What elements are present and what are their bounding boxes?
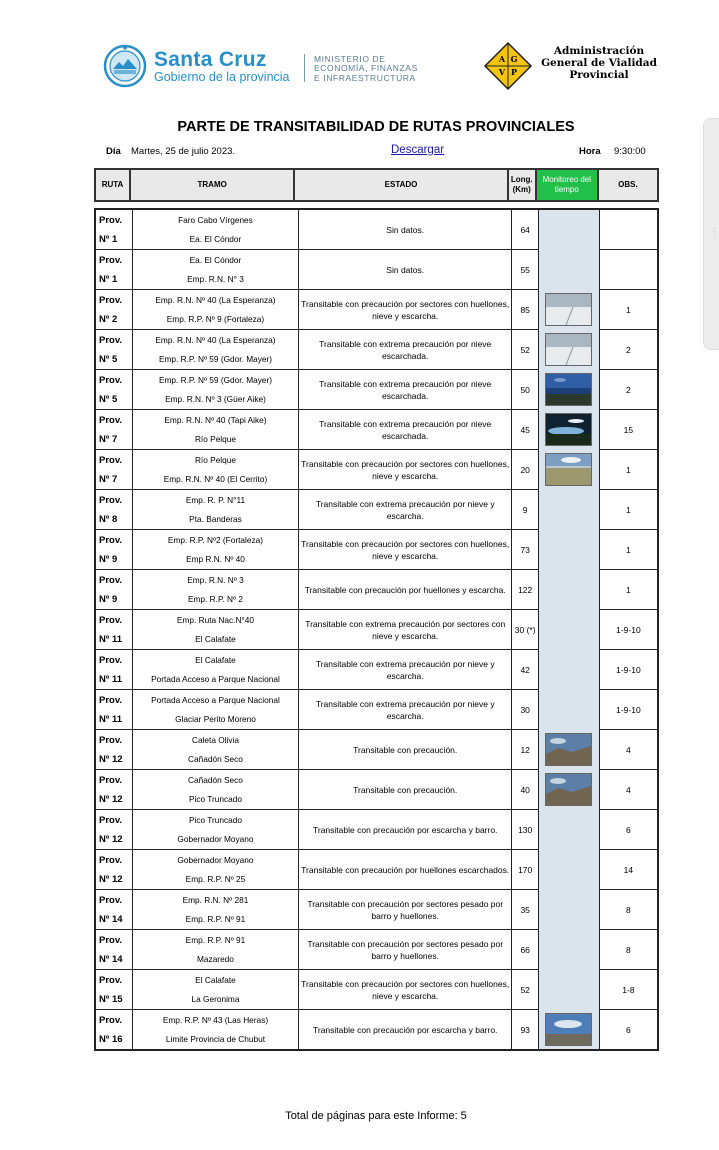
- ruta-number: Nº 7: [99, 433, 118, 445]
- monitoreo-cell: [539, 490, 600, 530]
- obs-cell: [599, 250, 658, 290]
- long-cell: 50: [512, 370, 539, 410]
- tramo-from: Emp. Ruta Nac.N°40: [176, 614, 255, 625]
- obs-cell: 6: [599, 810, 658, 850]
- tramo-cell: [132, 250, 298, 290]
- tramo-cell: [132, 490, 298, 530]
- long-cell: 130: [512, 810, 539, 850]
- route-row: [95, 490, 658, 530]
- ministry-label: MINISTERIO DE ECONOMÍA, FINANZAS E INFRAESTRUCTURA: [314, 54, 418, 83]
- monitoreo-cell: [539, 970, 600, 1010]
- long-cell: 12: [512, 730, 539, 770]
- estado-cell: Transitable con precaución.: [299, 770, 512, 810]
- day-label: Día: [106, 146, 121, 157]
- monitoreo-cell: [539, 209, 600, 250]
- obs-cell: 1-9-10: [599, 610, 658, 650]
- tramo-from: Emp. R.P. Nº2 (Fortaleza): [167, 534, 264, 545]
- ruta-number: Nº 2: [99, 313, 118, 325]
- tramo-to: Gobernador Moyano: [177, 833, 254, 844]
- weather-camera-thumbnail[interactable]: [545, 453, 592, 486]
- tramo-from: Ea. El Cóndor: [189, 254, 242, 265]
- weather-camera-thumbnail[interactable]: [545, 293, 592, 326]
- ruta-prov: Prov.: [99, 1014, 123, 1026]
- tramo-from: Río Pelque: [194, 454, 236, 465]
- tramo-from: Emp. R.N. Nº 281: [182, 894, 249, 905]
- estado-cell: Transitable con precaución por sectores con huellones, nieve y escarcha.: [299, 450, 512, 490]
- route-row: [95, 970, 658, 1010]
- weather-camera-thumbnail[interactable]: [545, 773, 592, 806]
- obs-cell: [599, 209, 658, 250]
- col-ruta: RUTA: [95, 169, 130, 201]
- tramo-from: Portada Acceso a Parque Nacional: [151, 694, 280, 705]
- tramo-cell: [132, 650, 298, 690]
- ruta-cell: [95, 850, 132, 890]
- ruta-cell: [95, 810, 132, 850]
- long-cell: 42: [512, 650, 539, 690]
- route-row: [95, 850, 658, 890]
- route-row: [95, 209, 658, 250]
- obs-cell: 2: [599, 330, 658, 370]
- table-header: [94, 168, 659, 202]
- ruta-prov: Prov.: [99, 254, 123, 266]
- tramo-cell: [132, 610, 298, 650]
- ruta-number: Nº 9: [99, 553, 118, 565]
- monitoreo-cell: [539, 770, 600, 810]
- ruta-number: Nº 12: [99, 793, 123, 805]
- route-row: [95, 450, 658, 490]
- long-cell: 20: [512, 450, 539, 490]
- long-cell: 85: [512, 290, 539, 330]
- ruta-cell: [95, 1010, 132, 1051]
- estado-cell: Transitable con precaución por escarcha y barro.: [299, 1010, 512, 1051]
- tramo-to: Emp. R.N. Nº 40 (El Cerrito): [163, 473, 268, 484]
- tramo-from: Faro Cabo Vírgenes: [178, 214, 253, 225]
- monitoreo-cell: [539, 530, 600, 570]
- ruta-cell: [95, 330, 132, 370]
- col-tramo: TRAMO: [130, 169, 294, 201]
- tramo-cell: [132, 290, 298, 330]
- ruta-number: Nº 9: [99, 593, 118, 605]
- ruta-prov: Prov.: [99, 934, 123, 946]
- ruta-cell: [95, 690, 132, 730]
- ruta-prov: Prov.: [99, 414, 123, 426]
- estado-cell: Transitable con extrema precaución por sectores con nieve y escarcha.: [299, 610, 512, 650]
- ruta-number: Nº 11: [99, 713, 123, 725]
- estado-cell: Transitable con extrema precaución por nieve escarchada.: [299, 370, 512, 410]
- obs-cell: 1: [599, 290, 658, 330]
- ruta-prov: Prov.: [99, 734, 123, 746]
- obs-cell: 8: [599, 890, 658, 930]
- obs-cell: 1: [599, 530, 658, 570]
- estado-cell: Transitable con precaución por sectores con huellones, nieve y escarcha.: [299, 970, 512, 1010]
- long-cell: 93: [512, 1010, 539, 1051]
- ruta-prov: Prov.: [99, 814, 123, 826]
- tramo-cell: [132, 850, 298, 890]
- tramo-to: Río Pelque: [194, 433, 236, 444]
- tramo-to: Cañadón Seco: [188, 753, 243, 764]
- tramo-from: Pico Truncado: [188, 814, 242, 825]
- ruta-prov: Prov.: [99, 654, 123, 666]
- tramo-to: Emp. R.N. Nº 3 (Güer Aike): [165, 393, 266, 404]
- ruta-cell: [95, 610, 132, 650]
- ruta-number: Nº 12: [99, 753, 123, 765]
- ruta-cell: [95, 530, 132, 570]
- routes-table: [94, 208, 659, 1051]
- ruta-prov: Prov.: [99, 494, 123, 506]
- long-cell: 122: [512, 570, 539, 610]
- tramo-to: Limite Provincia de Chubut: [165, 1033, 266, 1044]
- long-cell: 52: [512, 970, 539, 1010]
- tramo-to: Emp. R.P. Nº 2: [187, 593, 243, 604]
- ruta-prov: Prov.: [99, 294, 123, 306]
- col-obs: OBS.: [598, 169, 658, 201]
- monitoreo-cell: [539, 370, 600, 410]
- ruta-prov: Prov.: [99, 894, 123, 906]
- tramo-cell: [132, 570, 298, 610]
- svg-text:V: V: [498, 67, 506, 77]
- monitoreo-cell: [539, 450, 600, 490]
- obs-cell: 1: [599, 450, 658, 490]
- col-estado: ESTADO: [294, 169, 507, 201]
- estado-cell: Transitable con extrema precaución por nieve escarchada.: [299, 330, 512, 370]
- side-scroll-tab[interactable]: [703, 118, 719, 350]
- route-row: [95, 410, 658, 450]
- col-long: Long. (Km): [508, 169, 536, 201]
- route-row: [95, 290, 658, 330]
- ruta-prov: Prov.: [99, 534, 123, 546]
- report-date: Martes, 25 de julio 2023.: [131, 146, 236, 157]
- tramo-to: Emp. R.P. Nº 25: [185, 873, 246, 884]
- tramo-cell: [132, 370, 298, 410]
- route-row: [95, 570, 658, 610]
- tramo-cell: [132, 770, 298, 810]
- route-row: [95, 1010, 658, 1051]
- ruta-cell: [95, 410, 132, 450]
- tramo-cell: [132, 330, 298, 370]
- tramo-from: Emp. R.P. Nº 59 (Gdor. Mayer): [158, 374, 273, 385]
- weather-camera-thumbnail[interactable]: [545, 333, 592, 366]
- ruta-prov: Prov.: [99, 694, 123, 706]
- weather-camera-thumbnail[interactable]: [545, 413, 592, 446]
- agvp-title: Administración General de Vialidad Provincial: [541, 45, 657, 81]
- route-row: [95, 930, 658, 970]
- tramo-to: Pico Truncado: [188, 793, 242, 804]
- monitoreo-cell: [539, 890, 600, 930]
- route-row: [95, 690, 658, 730]
- tramo-to: La Geronima: [191, 993, 240, 1004]
- weather-camera-thumbnail[interactable]: [545, 733, 592, 766]
- estado-cell: Transitable con extrema precaución por nieve y escarcha.: [299, 690, 512, 730]
- route-row: [95, 370, 658, 410]
- ruta-cell: [95, 290, 132, 330]
- obs-cell: 1-8: [599, 970, 658, 1010]
- long-cell: 52: [512, 330, 539, 370]
- svg-text:G: G: [510, 54, 518, 64]
- estado-cell: Transitable con precaución por sectores con huellones, nieve y escarcha.: [299, 290, 512, 330]
- tramo-from: Emp. R.N. Nº 40 (La Esperanza): [155, 334, 276, 345]
- tramo-cell: [132, 450, 298, 490]
- estado-cell: Transitable con extrema precaución por nieve escarchada.: [299, 410, 512, 450]
- obs-cell: 8: [599, 930, 658, 970]
- ruta-prov: Prov.: [99, 774, 123, 786]
- monitoreo-cell: [539, 410, 600, 450]
- weather-camera-thumbnail[interactable]: [545, 373, 592, 406]
- agvp-logo-icon: [483, 41, 533, 91]
- weather-camera-thumbnail[interactable]: [545, 1013, 592, 1046]
- ruta-cell: [95, 730, 132, 770]
- route-row: [95, 770, 658, 810]
- province-subtitle: Gobierno de la provincia: [154, 70, 290, 84]
- report-time: 9:30:00: [614, 146, 646, 157]
- tramo-cell: [132, 690, 298, 730]
- tramo-to: Portada Acceso a Parque Nacional: [151, 673, 280, 684]
- tramo-from: Emp. R.N. Nº 40 (La Esperanza): [155, 294, 276, 305]
- ruta-cell: [95, 970, 132, 1010]
- ruta-cell: [95, 250, 132, 290]
- long-cell: 30: [512, 690, 539, 730]
- tramo-cell: [132, 970, 298, 1010]
- ruta-cell: [95, 770, 132, 810]
- route-row: [95, 250, 658, 290]
- ruta-number: Nº 1: [99, 233, 118, 245]
- tramo-from: El Calafate: [195, 654, 236, 665]
- long-cell: 66: [512, 930, 539, 970]
- grip-icon: ⋮: [710, 227, 718, 236]
- long-cell: 73: [512, 530, 539, 570]
- long-cell: 30 (*): [512, 610, 539, 650]
- route-row: [95, 330, 658, 370]
- download-link[interactable]: Descargar: [391, 144, 445, 156]
- route-row: [95, 650, 658, 690]
- monitoreo-cell: [539, 610, 600, 650]
- ruta-prov: Prov.: [99, 214, 123, 226]
- monitoreo-cell: [539, 810, 600, 850]
- ruta-number: Nº 12: [99, 833, 123, 845]
- estado-cell: Transitable con precaución por huellones escarchados.: [299, 850, 512, 890]
- ruta-cell: [95, 450, 132, 490]
- ruta-prov: Prov.: [99, 614, 123, 626]
- estado-cell: Transitable con extrema precaución por nieve y escarcha.: [299, 490, 512, 530]
- tramo-to: Emp. R.P. Nº 91: [185, 913, 246, 924]
- obs-cell: 14: [599, 850, 658, 890]
- tramo-from: Emp. R.P. Nº 91: [185, 934, 246, 945]
- tramo-from: Caleta Olivia: [191, 734, 239, 745]
- report-title: PARTE DE TRANSITABILIDAD DE RUTAS PROVINCIALES: [177, 119, 575, 135]
- ruta-prov: Prov.: [99, 854, 123, 866]
- estado-cell: Sin datos.: [299, 250, 512, 290]
- tramo-cell: [132, 890, 298, 930]
- estado-cell: Transitable con precaución por huellones y escarcha.: [299, 570, 512, 610]
- page-count-footer: Total de páginas para este Informe: 5: [285, 1110, 467, 1122]
- estado-cell: Transitable con precaución por sectores pesado por barro y huellones.: [299, 930, 512, 970]
- obs-cell: 1-9-10: [599, 650, 658, 690]
- tramo-from: Emp. R. P. N°11: [185, 494, 246, 505]
- long-cell: 40: [512, 770, 539, 810]
- ruta-number: Nº 5: [99, 393, 118, 405]
- obs-cell: 6: [599, 1010, 658, 1051]
- monitoreo-cell: [539, 330, 600, 370]
- estado-cell: Transitable con precaución por sectores pesado por barro y huellones.: [299, 890, 512, 930]
- tramo-to: Emp R.N. Nº 40: [186, 553, 245, 564]
- obs-cell: 1: [599, 490, 658, 530]
- route-row: [95, 530, 658, 570]
- tramo-from: Cañadón Seco: [188, 774, 243, 785]
- monitoreo-cell: [539, 570, 600, 610]
- long-cell: 170: [512, 850, 539, 890]
- ruta-number: Nº 8: [99, 513, 118, 525]
- tramo-cell: [132, 930, 298, 970]
- monitoreo-cell: [539, 290, 600, 330]
- province-name: Santa Cruz: [154, 48, 267, 71]
- estado-cell: Transitable con extrema precaución por nieve y escarcha.: [299, 650, 512, 690]
- long-cell: 55: [512, 250, 539, 290]
- tramo-cell: [132, 530, 298, 570]
- tramo-from: Emp. R.P. Nº 43 (Las Heras): [162, 1014, 269, 1025]
- obs-cell: 15: [599, 410, 658, 450]
- tramo-from: Emp. R.N. Nº 3: [187, 574, 244, 585]
- ruta-number: Nº 11: [99, 673, 123, 685]
- header-divider: [304, 54, 305, 82]
- estado-cell: Transitable con precaución por escarcha y barro.: [299, 810, 512, 850]
- ruta-number: Nº 15: [99, 993, 123, 1005]
- estado-cell: Transitable con precaución por sectores con huellones, nieve y escarcha.: [299, 530, 512, 570]
- tramo-to: Mazaredo: [197, 953, 234, 964]
- ruta-number: Nº 12: [99, 873, 123, 885]
- route-row: [95, 610, 658, 650]
- ruta-cell: [95, 570, 132, 610]
- obs-cell: 2: [599, 370, 658, 410]
- ruta-prov: Prov.: [99, 454, 123, 466]
- tramo-cell: [132, 810, 298, 850]
- ruta-number: Nº 16: [99, 1033, 123, 1045]
- ruta-number: Nº 11: [99, 633, 123, 645]
- obs-cell: 4: [599, 770, 658, 810]
- monitoreo-cell: [539, 850, 600, 890]
- ruta-number: Nº 5: [99, 353, 118, 365]
- tramo-cell: [132, 1010, 298, 1051]
- long-cell: 45: [512, 410, 539, 450]
- svg-text:P: P: [510, 67, 518, 77]
- tramo-from: El Calafate: [195, 974, 236, 985]
- tramo-to: Pta. Banderas: [189, 513, 242, 524]
- monitoreo-cell: [539, 930, 600, 970]
- route-row: [95, 730, 658, 770]
- tramo-cell: [132, 730, 298, 770]
- ruta-cell: [95, 930, 132, 970]
- estado-cell: Transitable con precaución.: [299, 730, 512, 770]
- ruta-prov: Prov.: [99, 334, 123, 346]
- tramo-cell: [132, 209, 298, 250]
- tramo-to: Ea. El Cóndor: [189, 233, 242, 244]
- long-cell: 35: [512, 890, 539, 930]
- long-cell: 9: [512, 490, 539, 530]
- obs-cell: 1-9-10: [599, 690, 658, 730]
- tramo-from: Gobernador Moyano: [177, 854, 254, 865]
- monitoreo-cell: [539, 250, 600, 290]
- hour-label: Hora: [579, 146, 601, 157]
- ruta-number: Nº 14: [99, 953, 123, 965]
- ruta-prov: Prov.: [99, 974, 123, 986]
- monitoreo-cell: [539, 730, 600, 770]
- report-header: [0, 0, 719, 110]
- col-monitoreo: Monitoreo del tiempo: [536, 169, 598, 201]
- ruta-cell: [95, 490, 132, 530]
- tramo-to: Emp. R.N. N° 3: [187, 273, 244, 284]
- monitoreo-cell: [539, 1010, 600, 1051]
- tramo-to: El Calafate: [195, 633, 236, 644]
- tramo-to: Emp. R.P. Nº 9 (Fortaleza): [166, 313, 265, 324]
- tramo-to: Glaciar Perito Moreno: [175, 713, 256, 724]
- tramo-cell: [132, 410, 298, 450]
- obs-cell: 1: [599, 570, 658, 610]
- ruta-number: Nº 14: [99, 913, 123, 925]
- santa-cruz-logo-icon: [103, 44, 147, 88]
- route-row: [95, 890, 658, 930]
- ruta-prov: Prov.: [99, 374, 123, 386]
- ruta-cell: [95, 890, 132, 930]
- obs-cell: 4: [599, 730, 658, 770]
- ruta-number: Nº 7: [99, 473, 118, 485]
- ruta-number: Nº 1: [99, 273, 118, 285]
- route-row: [95, 810, 658, 850]
- tramo-from: Emp. R.N. Nº 40 (Tapi Aike): [164, 414, 267, 425]
- svg-text:A: A: [498, 54, 506, 64]
- ruta-prov: Prov.: [99, 574, 123, 586]
- estado-cell: Sin datos.: [299, 209, 512, 250]
- ruta-cell: [95, 370, 132, 410]
- tramo-to: Emp. R.P. Nº 59 (Gdor. Mayer): [158, 353, 273, 364]
- monitoreo-cell: [539, 690, 600, 730]
- ruta-cell: [95, 209, 132, 250]
- long-cell: 64: [512, 209, 539, 250]
- ruta-cell: [95, 650, 132, 690]
- monitoreo-cell: [539, 650, 600, 690]
